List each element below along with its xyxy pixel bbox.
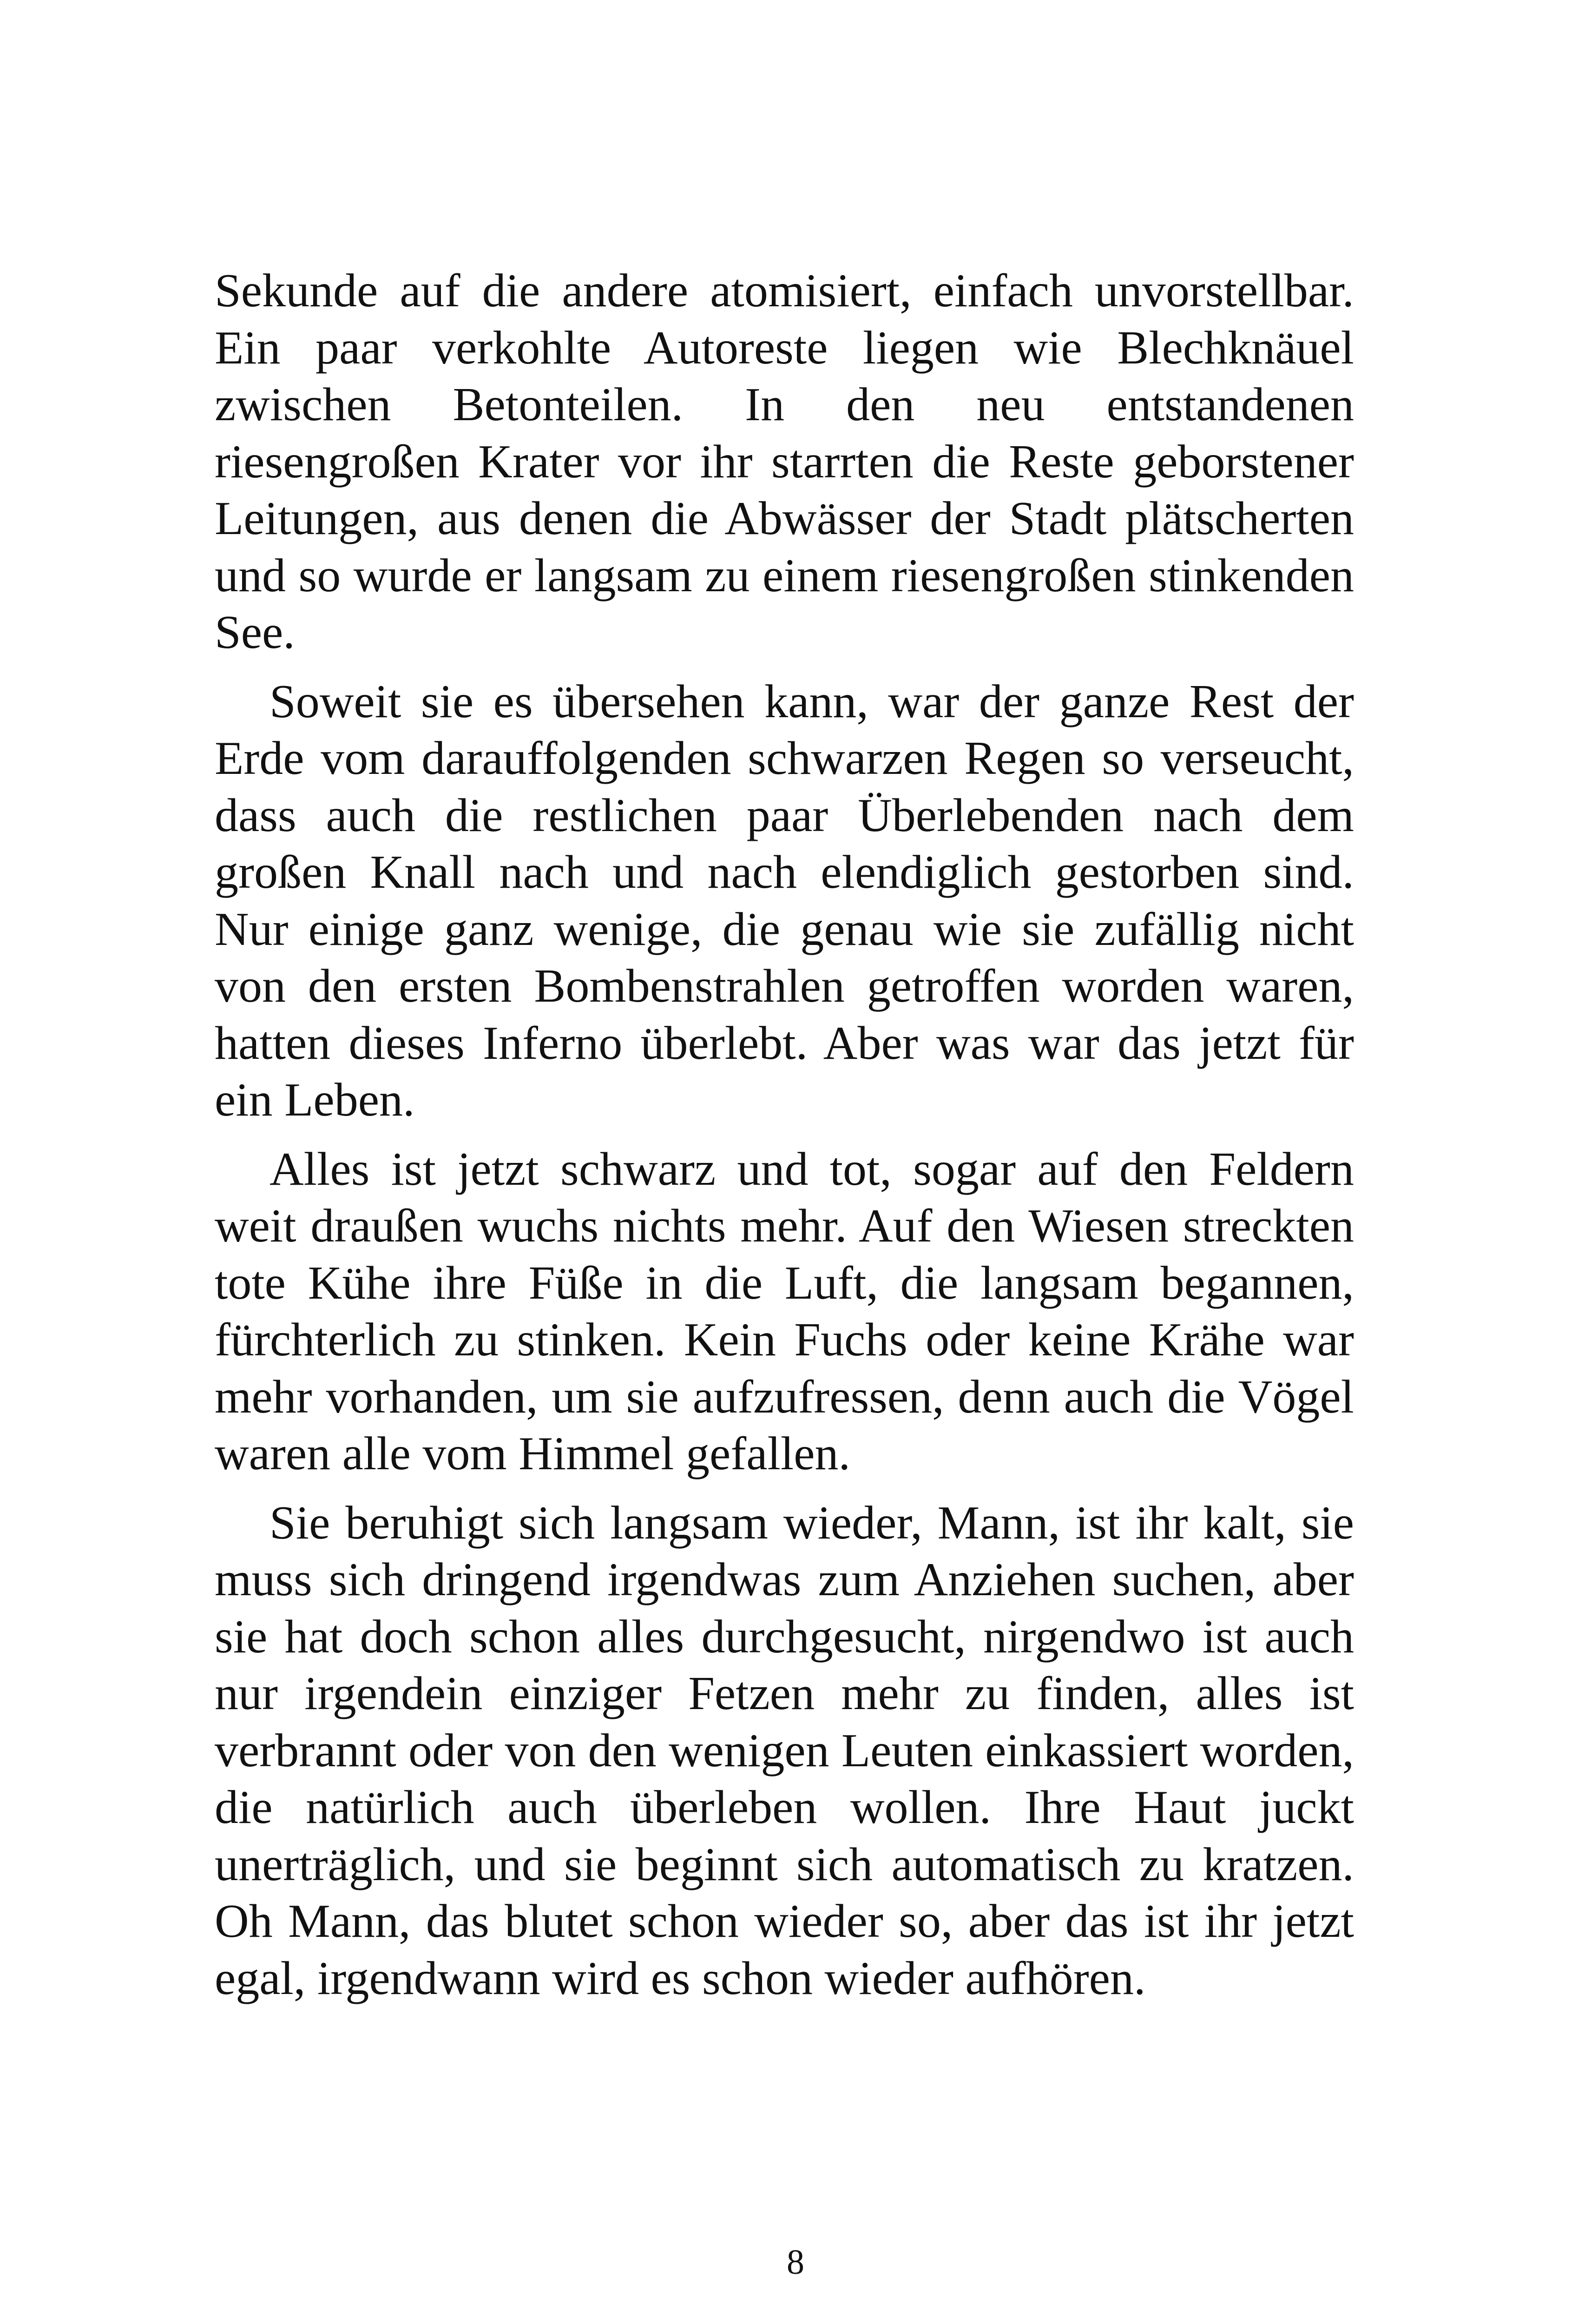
body-text bbox=[215, 263, 1354, 2019]
page-number: 8 bbox=[787, 2243, 804, 2282]
paragraph-continuation: Sekunde auf die andere atomisiert, einfach unvorstellbar. Ein paar verkohlte Autoreste liegen wie Blechknäuel zwischen Betonteilen. In den neu entstandenen riesengroßen Krater vor ihr starrten die Reste geborstener Leitungen, aus denen die Abwässer der Stadt plätscherten und so wurde er langsam zu einem riesengroßen stinkenden See. bbox=[215, 264, 1354, 659]
paragraph-cold-search: Sie beruhigt sich langsam wieder, Mann, ist ihr kalt, sie muss sich dringend irgendwas zum Anziehen suchen, aber sie hat doch schon alles durchgesucht, nirgendwo ist auch nur irgendein einziger Fetzen mehr zu finden, alles ist verbrannt oder von den wenigen Leuten einkassiert worden, die natürlich auch überleben wollen. Ihre Haut juckt unerträglich, und sie beginnt sich automatisch zu kratzen. Oh Mann, das blutet schon wieder so, aber das ist ihr jetzt egal, irgendwann wird es schon wieder aufhören. bbox=[215, 1496, 1354, 2005]
paragraph-dead-fields: Alles ist jetzt schwarz und tot, sogar auf den Feldern weit draußen wuchs nichts mehr. Auf den Wiesen streckten tote Kühe ihre Füße in die Luft, die langsam begannen, fürchterlich zu stinken. Kein Fuchs oder keine Krähe war mehr vorhanden, um sie aufzufressen, denn auch die Vögel waren alle vom Himmel gefallen. bbox=[215, 1142, 1354, 1480]
paragraph-aftermath: Soweit sie es übersehen kann, war der ganze Rest der Erde vom darauffolgenden schwarzen Regen so verseucht, dass auch die restlichen paar Überlebenden nach dem großen Knall nach und nach elendiglich gestorben sind. Nur einige ganz wenige, die genau wie sie zufällig nicht von den ersten Bombenstrahlen getroffen worden waren, hatten dieses Inferno überlebt. Aber was war das jetzt für ein Leben. bbox=[215, 675, 1354, 1126]
